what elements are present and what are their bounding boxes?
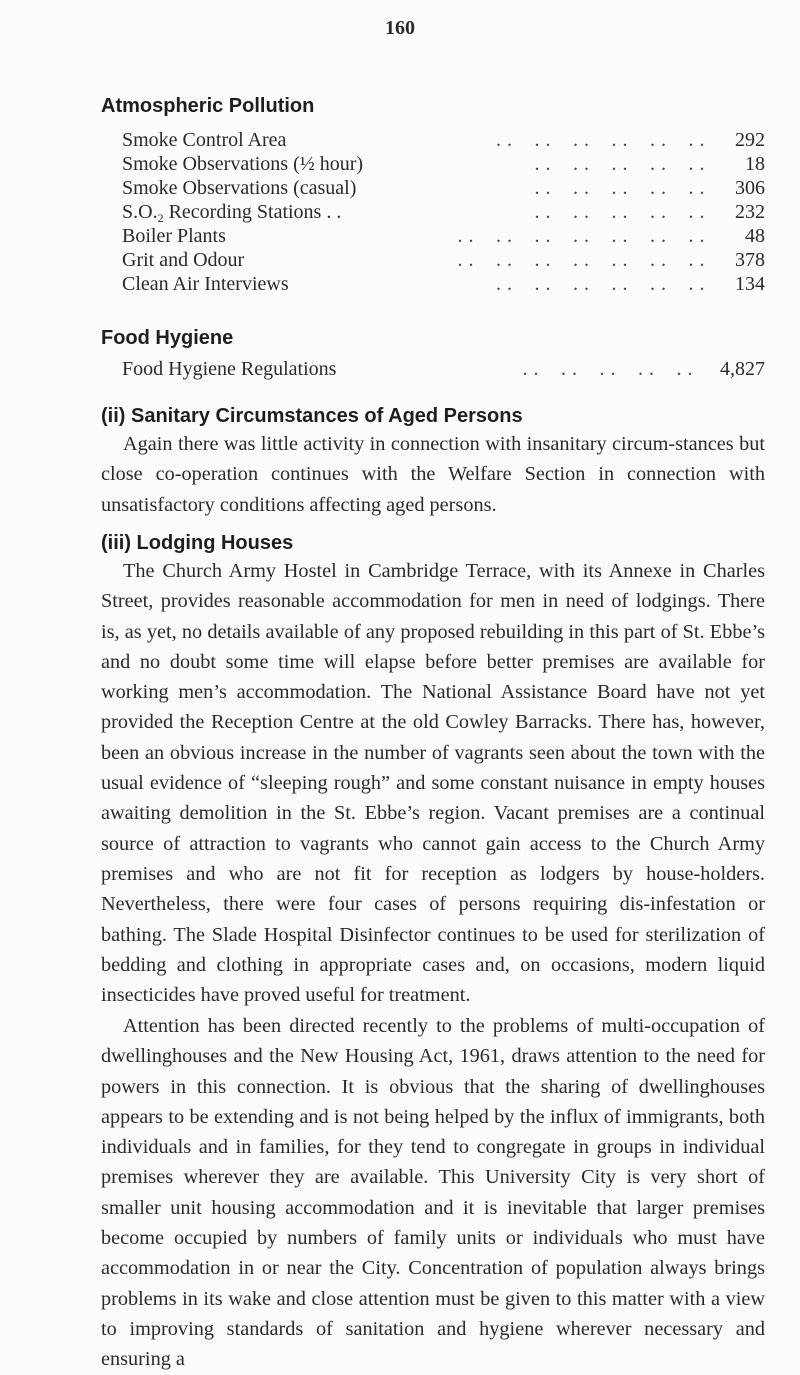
row-value: 18 [745,153,765,175]
leader-dots: . . . . . . . . . . [534,177,705,199]
label-pre: S.O. [122,201,158,223]
sanitary-paragraph: Again there was little activity in connection with insanitary circum-stances but close co-operation continues with the Welfare Section in connection with unsatisfactory conditions affecting aged persons. [101,433,765,516]
lodging-paragraph: The Church Army Hostel in Cambridge Terrace, with its Annexe in Charles Street, provides reasonable accommodation for men in need of lodgings. There is, as yet, no details available of any proposed rebuilding in this part of St. Ebbe’s and no doubt some time will elapse before better premises are available for working men’s accommodation. The National Assistance Board have not yet provided the Reception Centre at the old Cowley Barracks. There has, however, been an obvious increase in the number of vagrants seen about the town with the usual evidence of “sleeping rough” and some constant nuisance in empty houses awaiting demolition in the St. Ebbe’s region. Vacant premises are a continual source of attraction to vagrants who cannot gain access to the Church Army premises and who are not fit for reception as lodgers by house-holders. Nevertheless, there were four cases of persons requiring dis-infestation or bathing. The Slade Hospital Disinfector continues to be used for sterilization of bedding and clothing in appropriate cases and, on occasions, modern liquid insecticides have proved useful for treatment. [101,560,765,1007]
row-value: 292 [735,129,765,151]
table-row [122,224,765,248]
row-value: 306 [735,177,765,199]
atmospheric-pollution-heading: Atmospheric Pollution [101,95,315,117]
leader-dots: . . . . . . . . . . . . . . [457,249,705,271]
row-label: Grit and Odour [122,249,245,271]
leader-dots: . . . . . . . . . . . . . . [457,225,705,247]
food-hygiene-heading: Food Hygiene [101,327,234,349]
sanitary-heading: (ii) Sanitary Circumstances of Aged Persons [101,405,523,427]
lodging-paragraph-continued: Attention has been directed recently to the problems of multi-occupation of dwellinghouses and the New Housing Act, 1961, draws attention to the need for powers in this connection. It is obvious that the sharing of dwellinghouses appears to be extending and is not being helped by the influx of immigrants, both individuals and in families, for they tend to congregate in groups in individual premises wherever they are available. This University City is very short of smaller unit housing accommodation and it is inevitable that larger premises become occupied by numbers of family units or individuals who must have accommodation in or near the City. Concentration of population always brings problems in its wake and close attention must be given to this matter with a view to improving standards of sanitation and hygiene wherever necessary and ensuring a [101,1015,765,1371]
row-value: 232 [735,201,765,223]
row-label: Smoke Observations (½ hour) [122,153,364,175]
lodging-houses-heading: (iii) Lodging Houses [101,532,294,554]
leader-dots: . . . . . . . . . . [534,153,705,175]
table-row [122,248,765,272]
table-row [122,357,765,381]
row-label: Smoke Observations (casual) [122,177,357,199]
leader-dots: . . . . . . . . . . . . [496,129,705,151]
table-row [122,152,765,176]
row-value: 48 [745,225,765,247]
table-row [122,128,765,152]
leader-dots: . . . . . . . . . . . . [496,273,705,295]
row-label: Clean Air Interviews [122,273,289,295]
label-post: Recording Stations . . [163,201,342,223]
row-label: Boiler Plants [122,225,226,247]
leader-dots: . . . . . . . . . . [534,201,705,223]
row-label: Food Hygiene Regulations [122,358,337,380]
leader-dots: . . . . . . . . . . [522,358,693,380]
label-subscript: 2 [157,211,164,225]
row-value: 378 [735,249,765,271]
page-number: 160 [385,17,415,39]
table-row [122,176,765,200]
row-label [122,200,341,224]
table-row [122,272,765,296]
row-label: Smoke Control Area [122,129,287,151]
row-value: 134 [735,273,765,295]
row-value: 4,827 [720,358,765,380]
table-row [122,200,765,224]
